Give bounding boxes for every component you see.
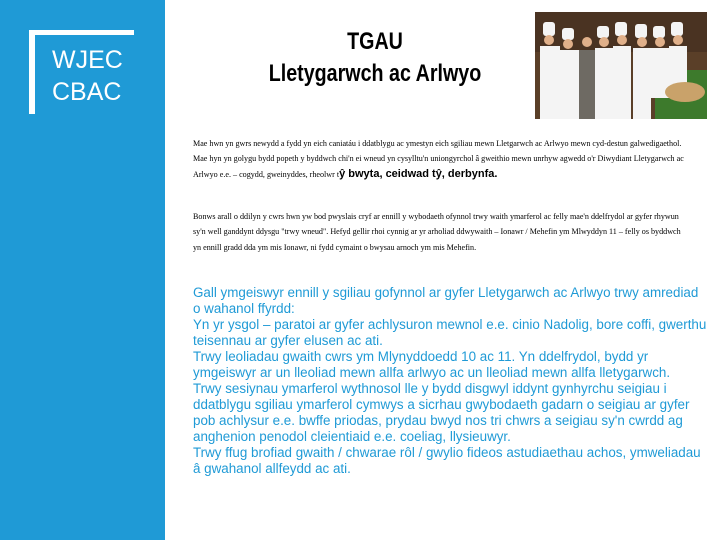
logo-bracket-icon [28,30,136,114]
page-title [240,26,511,90]
logo-line-2: CBAC [52,78,122,106]
logo-line-1: WJEC [52,46,123,74]
details-line-4: Trwy sesiynau ymarferol wythnosol lle y bydd disgwyl iddynt gynhyrchu seigiau i ddatblygu sgiliau ymarferol cymwys a sicrhau gwybodaeth gadarn o seigiau ar gyfer pob achlysur e.e. bwffe priodas, prydau bwyd nos tri chwrs a seigiau sy'n cwrdd ag anghenion penodol cleientiaid e.e. coeliag, llysieuwyr. [193,381,690,444]
intro-paragraph-2: Bonws arall o ddilyn y cwrs hwn yw bod pwyslais cryf ar ennill y wybodaeth ofynnol trwy waith ymarferol ac felly mae'n ddelfrydol ar gyfer rhywun sy'n well ganddynt ddysgu "trwy wneud". Hefyd gellir rhoi cynnig ar yr arholiad ddwywaith – Ionawr / Mehefin ym Mlwyddyn 11 – felly os byddwch yn ennill gradd dda ym mis Ionawr, ni fydd cymaint o bwysau arnoch ym mis Mehefin. [193,212,681,252]
intro-paragraph-1-text: Mae hwn yn gwrs newydd a fydd yn eich caniatáu i ddatblygu ac ymestyn eich sgiliau mewn Lletgarwch ac Arlwyo mewn cyd-destun galwedigaethol. Mae hyn yn golygu bydd popeth y byddwch chi'n ei wneud yn cysylltu'n uniongyrchol â gweithio mewn unrhyw agwedd o'r Diwydiant Lletygarwch ac Arlwyo e.e. – cogydd, gweinyddes, rheolwr t [193,139,684,179]
details-text-block [193,285,708,477]
intro-paragraph-1-bold: ŷ bwyta, ceidwad tŷ, derbynfa. [339,167,498,180]
details-line-3: Trwy leoliadau gwaith cwrs ym Mlynyddoedd 10 ac 11. Yn ddelfrydol, bydd yr ymgeiswyr ar un lleoliad mewn allfa arlwyo ac un lleoliad mewn allfa lletygarwch. [193,349,671,380]
group-of-chefs-photo [535,12,707,119]
title-line-1: TGAU [347,28,403,55]
details-line-5: Trwy ffug brofiad gwaith / chwarae rôl / gwylio fideos astudiaethau achos, ymweliadau â gwahanol allfeydd ac ati. [193,445,701,476]
details-line-1: Gall ymgeiswyr ennill y sgiliau gofynnol ar gyfer Lletygarwch ac Arlwyo trwy amrediad o wahanol ffyrdd: [193,285,699,316]
title-line-2: Lletygarwch ac Arlwyo [268,60,482,87]
wjec-cbac-logo [28,30,136,114]
intro-paragraph-1 [193,136,688,182]
sidebar-band [0,0,165,540]
details-line-2: Yn yr ysgol – paratoi ar gyfer achlysuron mewnol e.e. cinio Nadolig, bore coffi, gwerthu teisennau ar gyfer elusen ac ati. [193,317,707,348]
